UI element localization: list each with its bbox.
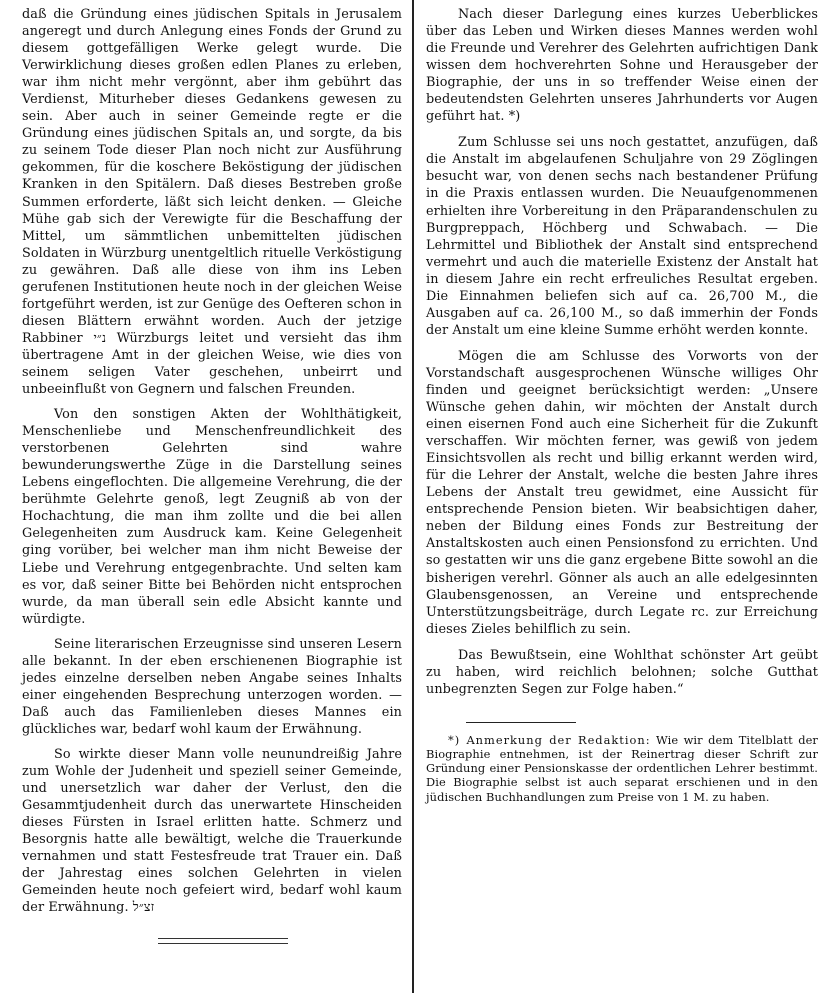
footnote-separator: [466, 722, 576, 723]
footnote-label: *) Anmerkung der Redaktion:: [448, 732, 651, 747]
paragraph-board-wishes: Mögen die am Schlusse des Vorworts von der Vorstandschaft ausgesprochenen Wünsche williges Ohr finden und geeignet berücksichtigt werden: „Unsere Wünsche gehen dahin, wir möchten der Anstalt durch einen eisernen Fond auch eine Sicherheit für die Zukunft verschaffen. Wir möchten ferner, was gewiß von jedem Einsichtsvollen als recht und billig erkannt werden wird, für die Lehrer der Anstalt, welche die besten Jahre ihres Lebens der Anstalt treu gewidmet, eine Aussicht für entsprechende Pension bieten. Wir beabsichtigen daher, neben der Bildung eines Fonds zur Bestreitung der Anstaltskosten auch einen Pensionsfond zu errichten. Und so gestatten wir uns die ganz ergebene Bitte sowohl an die bisherigen verehrl. Gönner als auch an alle edelgesinnten Glaubensgenossen, an Vereine und entsprechende Unterstützungsbeiträge, durch Legate rc. zur Erreichung dieses Zieles behilflich zu sein.: [426, 348, 818, 637]
paragraph-charity: Von den sonstigen Akten der Wohlthätigkeit, Menschenliebe und Menschenfreundlichkeit des verstorbenen Gelehrten sind wahre bewunderungswerthe Züge in die Darstellung seines Lebens eingeflochten. Die allgemeine Verehrung, die der berühmte Gelehrte genoß, legt Zeugniß ab von der Hochachtung, die man ihm zollte und die bei allen Gelegenheiten zum Ausdruck kam. Keine Gelegenheit ging vorüber, bei welcher man ihm nicht Beweise der Liebe und Verehrung entgegenbrachte. Und selten kam es vor, daß seiner Bitte bei Behörden nicht entsprochen wurde, da man überall sein edle Absicht kannte und würdigte.: [22, 407, 402, 627]
paragraph-legacy: So wirkte dieser Mann volle neunundreißig Jahre zum Wohle der Judenheit und speziell seiner Gemeinde, und unersetzlich war daher der Verlust, den die Gesammtjudenheit durch das unerwartete Hinscheiden dieses Fürsten in Israel erlitten hatte. Schmerz und Besorgnis hatte alle bewältigt, welche die Trauerkunde vernahmen und statt Festesfreude trat Trauer ein. Daß der Jahrestag eines solchen Gelehrten in vielen Gemeinden heute noch gefeiert wird, bedarf wohl kaum der Erwähnung. זצ״ל: [22, 746, 402, 916]
column-divider: [412, 0, 414, 993]
end-separator: [158, 938, 288, 944]
footnote: [426, 733, 818, 804]
paragraph-biography-thanks: Nach dieser Darlegung eines kurzes Ueberblickes über das Leben und Wirken dieses Mannes werden wohl die Freunde und Verehrer des Gelehrten aufrichtigen Dank wissen dem hochverehrten Sohne und Herausgeber der Biographie, der uns in so treffender Weise einen der bedeutendsten Gelehrten unseres Jahrhunderts vor Augen geführt hat. *): [426, 7, 818, 125]
paragraph-closing-quote: Das Bewußtsein, eine Wohlthat schönster Art geübt zu haben, wird reichlich belohnen; solche Gutthat unbegrenzten Segen zur Folge haben.“: [426, 647, 818, 697]
paragraph-school-report: Zum Schlusse sei uns noch gestattet, anzufügen, daß die Anstalt im abgelaufenen Schuljahre von 29 Zöglingen besucht war, von denen sechs nach bestandener Prüfung in die Praxis entlassen wurden. Die Neuaufgenommenen erhielten ihre Vorbereitung in den Präparandenschulen zu Burgpreppach, Höchberg und Schwabach. — Die Lehrmittel und Bibliothek der Anstalt sind entsprechend vermehrt und auch die materielle Existenz der Anstalt hat in diesem Jahre ein recht erfreuliches Resultat ergeben. Die Einnahmen beliefen sich auf ca. 26,700 M., die Ausgaben auf ca. 26,100 M., so daß immerhin der Fonds der Anstalt um eine kleine Summe erhöht werden konnte.: [426, 135, 818, 338]
paragraph-literary-works: Seine literarischen Erzeugnisse sind unseren Lesern alle bekannt. In der eben erschienenen Biographie ist jedes einzelne derselben neben Angabe seines Inhalts einer eingehenden Besprechung unterzogen worden. — Daß auch das Familienleben dieses Mannes ein glückliches war, bedarf wohl kaum der Erwähnung.: [22, 636, 402, 737]
left-column: [22, 6, 402, 944]
paragraph-hospital: daß die Gründung eines jüdischen Spitals in Jerusalem angeregt und durch Anlegung eines Fonds der Grund zu diesem gottgefälligen Werke gelegt wurde. Die Verwirklichung dieses großen edlen Planes zu erleben, war ihm nicht mehr vergönnt, aber ihm gebührt das Verdienst, Miturheber dieses Gedankens gewesen zu sein. Aber auch in seiner Gemeinde regte er die Gründung eines jüdischen Spitals an, und sorgte, da bis zu seinem Tode dieser Plan noch nicht zur Ausführung gekommen, für die koschere Beköstigung der jüdischen Kranken in den Spitälern. Daß dieses Bestreben große Summen erforderte, läßt sich leicht denken. — Gleiche Mühe gab sich der Verewigte für die Beschaffung der Mittel, um sämmtlichen unbemittelten jüdischen Soldaten in Würzburg unentgeltlich rituelle Verköstigung zu gewähren. Daß alle diese von ihm ins Leben gerufenen Institutionen heute noch in der gleichen Weise fortgeführt werden, ist zur Genüge des Oefteren schon in diesen Blättern erwähnt worden. Auch der jetzige Rabbiner נ״י Würzburgs leitet und versieht das ihm übertragene Amt in der gleichen Weise, wie dies von seinem seligen Vater geschehen, unbeirrt und unbeeinflußt von Gegnern und falschen Freunden.: [22, 7, 402, 398]
footnote-text: Wie wir dem Titelblatt der Biographie entnehmen, ist der Reinertrag dieser Schrift zur Gründung einer Pensionskasse der ordentlichen Lehrer bestimmt. Die Biographie selbst ist auch separat erschienen und in den jüdischen Buchhandlungen zum Preise von 1 M. zu haben.: [426, 732, 818, 804]
right-column: [426, 6, 818, 804]
